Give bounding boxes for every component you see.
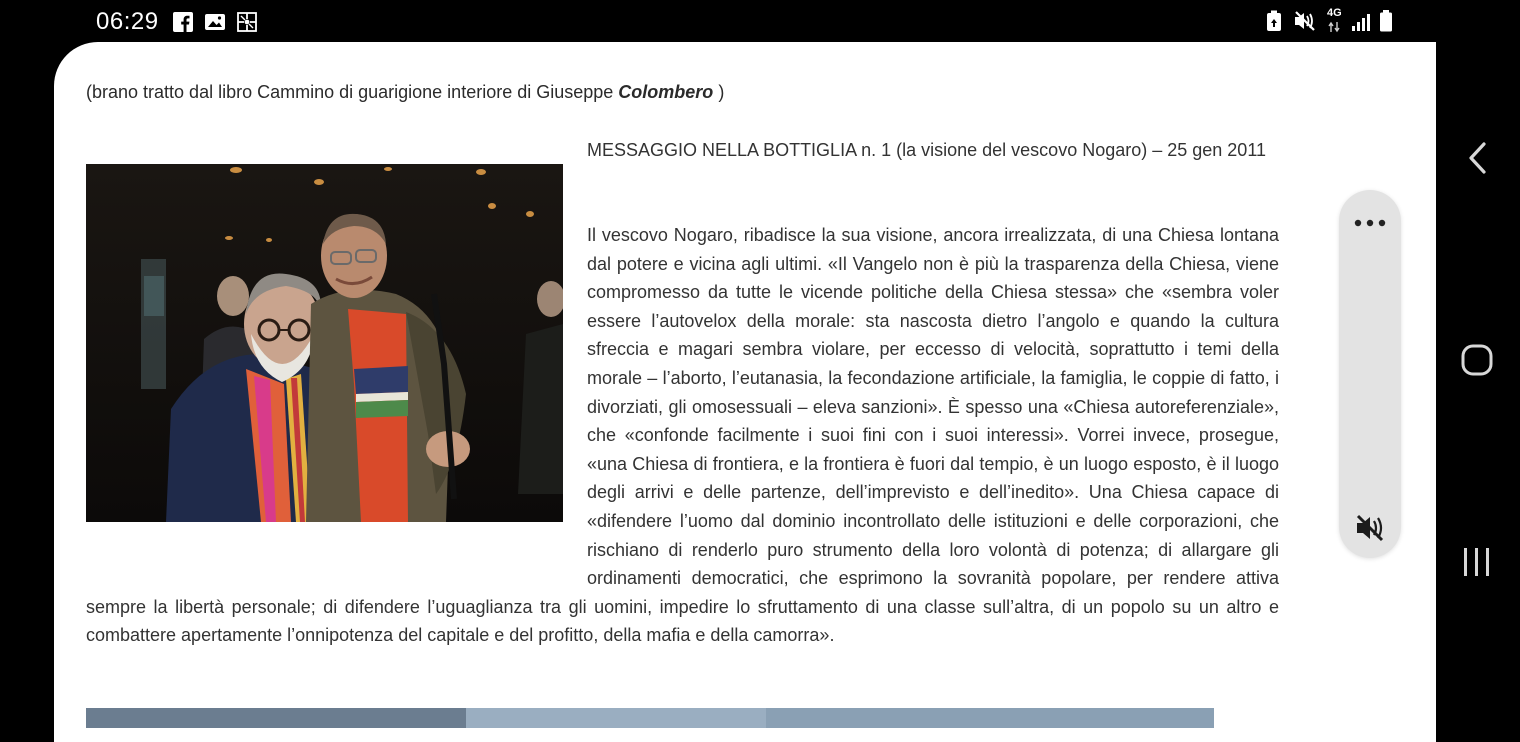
article-body xyxy=(86,221,1279,650)
mute-icon[interactable] xyxy=(1354,512,1386,544)
web-page xyxy=(54,42,1436,742)
status-bar xyxy=(0,0,1436,42)
home-icon[interactable] xyxy=(1460,343,1494,377)
recents-icon[interactable] xyxy=(1461,545,1493,579)
source-suffix: ) xyxy=(713,82,725,102)
gallery-icon xyxy=(204,11,226,33)
source-author: Colombero xyxy=(618,82,714,102)
network-type-label: 4G xyxy=(1327,7,1342,19)
floating-volume-panel[interactable] xyxy=(1339,190,1401,558)
source-prefix: (brano tratto dal libro Cammino di guarigione interiore di Giuseppe xyxy=(86,82,619,102)
more-options-icon[interactable] xyxy=(1353,218,1387,228)
source-citation xyxy=(86,82,724,103)
article-body-text: Il vescovo Nogaro, ribadisce la sua visione, ancora irrealizzata, di una Chiesa lontana dal potere e vicina agli ultimi. «Il Vangelo non è più la trasparenza della Chiesa, viene compromesso da tutte le vicende politiche della Chiesa stessa» che «sembra voler essere l’autovelox della morale: sta nascosta dietro l’angolo e quando la cultura sfreccia e magari sembra violare, per eccesso di velocità, soprattutto i temi della morale – l’aborto, l’eutanasia, la fecondazione artificiale, la famiglia, le coppie di fatto, i divorziati, gli omosessuali – eleva sanzioni». È spesso una «Chiesa autoreferenziale», che «confonde facilmente i suoi fini con i suoi interessi». Vorrei invece, prosegue, «una Chiesa di frontiera, e la frontiera è fuori dal tempio, è un luogo esposto, è il luogo degli arrivi e delle partenze, dell’imprevisto e dell’inedito». Una Chiesa capace di «difendere l’uomo dal dominio incontrollato delle istituzioni e delle corporazioni, che rischiano di renderlo puro strumento della loro volontà di potenza; di allargare gli ordinamenti democratici, che esprimono la sovranità popolare, per rendere attiva sempre la libertà personale; di difendere l’uguaglianza tra gli uomini, impedire lo sfruttamento di una classe sull’altra, di un popolo su un altro e combattere apertamente l’onnipotenza del capitale e del profitto, della mafia e della camorra». xyxy=(86,225,1279,646)
facebook-icon xyxy=(172,11,194,33)
clock: 06:29 xyxy=(96,8,159,35)
photo-wrap-spacer xyxy=(86,221,587,565)
next-article-image[interactable] xyxy=(86,708,1214,728)
back-icon[interactable] xyxy=(1464,140,1492,176)
article-title: MESSAGGIO NELLA BOTTIGLIA n. 1 (la visione del vescovo Nogaro) – 25 gen 2011 xyxy=(587,140,1267,160)
mute-icon xyxy=(1293,10,1317,32)
navigation-bar xyxy=(1436,0,1520,720)
battery-saver-icon xyxy=(1265,10,1283,32)
puzzle-icon xyxy=(236,11,258,33)
data-arrows-icon xyxy=(1327,21,1343,33)
battery-icon xyxy=(1378,9,1394,33)
signal-icon xyxy=(1350,11,1372,33)
